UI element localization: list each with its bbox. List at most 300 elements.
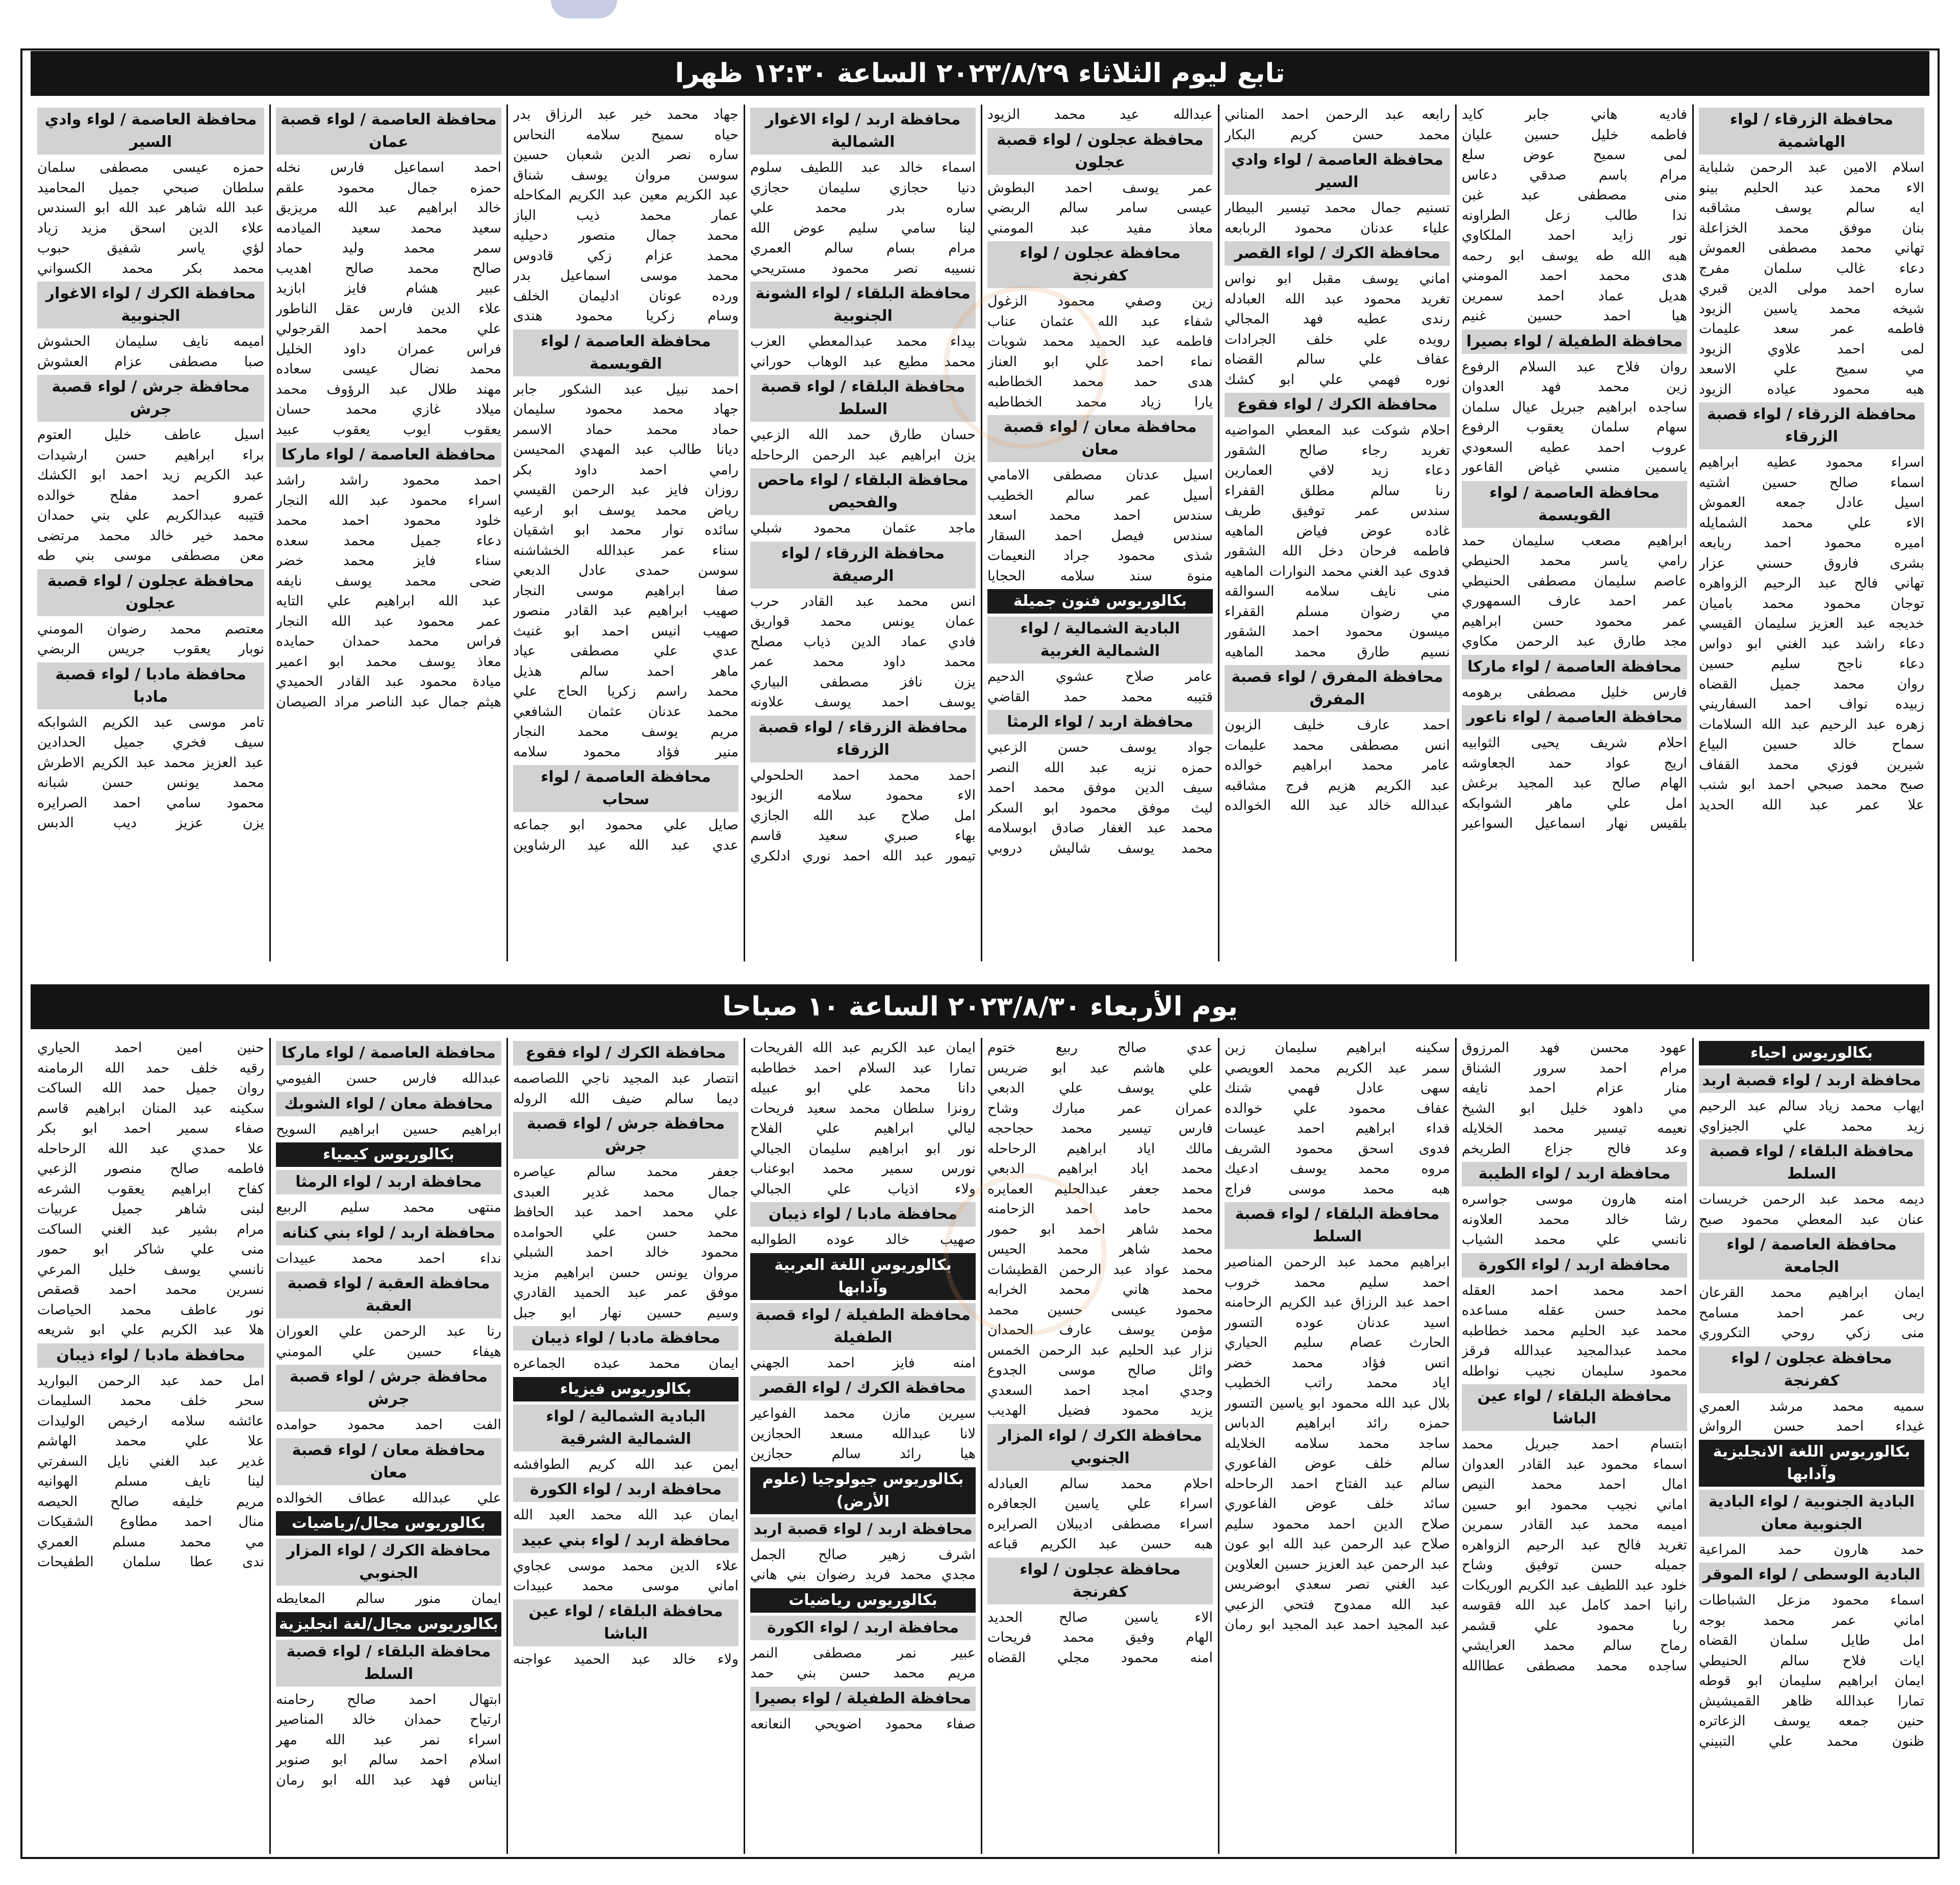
candidate-name: منير فؤاد محمود سلامه: [513, 744, 739, 760]
candidate-name: محمد بكر محمد الكسواني: [37, 260, 264, 276]
candidate-name: علي يوسف علي الدبعي: [987, 1080, 1213, 1096]
candidate-name: هبه الله طه يوسف ابو رحمه: [1462, 247, 1687, 264]
candidate-name: احمد عارف خليف الزبون: [1225, 717, 1450, 733]
candidate-name: علي محمد احمد عبد الحافظ: [513, 1204, 739, 1220]
candidate-name: هدى محمد احمد المومني: [1462, 268, 1687, 284]
candidate-name: محمد عواد عبد الرحمن القطيشات: [987, 1261, 1213, 1278]
candidate-name: وعد فالح جزاع الطريخم: [1462, 1140, 1687, 1157]
district-heading: محافظة اربد / لواء الطيبة: [1462, 1162, 1687, 1186]
candidate-name: لينا سامي سليم عوض الله: [750, 220, 976, 236]
candidate-name: ميسون محمود احمد الشقور: [1225, 624, 1450, 640]
district-heading: محافظة عجلون / لواء كفرنجة: [987, 241, 1213, 288]
candidate-name: سندس احمد محمد اسعد: [987, 507, 1213, 523]
candidate-name: ورده عونان ادليمان الخلف: [513, 288, 739, 304]
district-heading: محافظة عجلون / لواء قصبة عجلون: [37, 569, 264, 616]
candidate-name: فاطمه خليل حسين عليان: [1462, 126, 1687, 143]
degree-heading: بكالوريوس مجال/لغة انجليزية: [276, 1612, 501, 1637]
district-heading: محافظة اربد / لواء الكورة: [1462, 1253, 1687, 1278]
name-column: [1455, 105, 1692, 961]
candidate-name: نسيبه نصر محمود مستريحي: [750, 260, 976, 276]
candidate-name: رقيه خلف حمد الله الرمامنه: [37, 1060, 264, 1076]
candidate-name: عبدالله خالد عبد الله الخوالده: [1225, 798, 1450, 813]
candidate-name: امنه فايز احمد الجهني: [750, 1355, 976, 1371]
candidate-name: هلا عبد الكريم علي ابو شريعه: [37, 1322, 264, 1338]
district-heading: محافظة جرش / لواء قصبة جرش: [276, 1365, 501, 1412]
candidate-name: نوبار يعقوب جريس الربضي: [37, 641, 264, 657]
section-tuesday-columns: [31, 105, 1929, 961]
candidate-name: الحارث عصام سليم الحياري: [1225, 1335, 1450, 1351]
candidate-name: نانسي يوسف خليل المرعي: [37, 1261, 264, 1278]
candidate-name: محمد داود محمد عمر: [750, 654, 976, 670]
candidate-name: لانا عبدالله مسعد الحجازين: [750, 1425, 976, 1442]
candidate-name: الفت احمد محمود حوامده: [276, 1417, 501, 1433]
district-heading: محافظة الزرقاء / لواء الهاشمية: [1699, 108, 1924, 155]
candidate-name: محمد حامد احمد الزحامنه: [987, 1201, 1213, 1217]
candidate-name: صلاح الدين احمد محمود سليم: [1225, 1516, 1450, 1532]
candidate-name: علاء الدين اسحق مزيد زياد: [37, 220, 264, 236]
candidate-name: سيف الدين موفق محمد احمد: [987, 780, 1213, 796]
candidate-name: دعاء راشد عبد الغني ابو دواس: [1699, 635, 1924, 652]
candidate-name: يعقوب ايوب يعقوب عبيد: [276, 421, 501, 438]
candidate-name: عمر محمود عبد الله النجار: [276, 613, 501, 629]
candidate-name: رندى عطيه فهد المجالي: [1225, 311, 1450, 327]
candidate-name: قتيبه عبدالكريم علي بني حمدان: [37, 507, 264, 523]
candidate-name: ايناس فهد عبد الله ابو رمان: [276, 1772, 501, 1788]
candidate-name: زين وصفي محمود الزغول: [987, 293, 1213, 309]
name-column: [506, 105, 744, 961]
district-heading: محافظة الكرك / لواء فقوع: [513, 1041, 739, 1065]
candidate-name: ميلاد غازي محمد حسان: [276, 401, 501, 417]
candidate-name: تغريد رجاء صالح الشقور: [1225, 442, 1450, 458]
candidate-name: عمار محمد ذيب الباز: [513, 207, 739, 223]
candidate-name: احلام محمد سالم العبادله: [987, 1475, 1213, 1492]
candidate-name: سحر خلف محمد السليمات: [37, 1393, 264, 1409]
degree-heading: بكالوريوس فنون جميلة: [987, 589, 1213, 614]
candidate-name: ايمان ابراهيم سليمان ابو قوطه: [1699, 1673, 1924, 1689]
district-heading: محافظة مادبا / لواء ذيبان: [750, 1202, 976, 1227]
candidate-name: امل علي ماهر الشوابكه: [1462, 795, 1687, 811]
candidate-name: سهام سلمان يعقوب الرفوع: [1462, 419, 1687, 435]
candidate-name: ساجده ابراهيم جبريل عيال سلمان: [1462, 399, 1687, 415]
degree-heading: بكالوريوس احياء: [1699, 1041, 1924, 1065]
district-heading: محافظة المفرق / لواء قصبة المفرق: [1225, 665, 1450, 712]
candidate-name: تهاني فالح عبد الرحيم الزواهره: [1699, 575, 1924, 591]
candidate-name: منتهى محمد سليم الربيع: [276, 1200, 501, 1215]
candidate-name: رامي احمد داود بكر: [513, 462, 739, 478]
district-heading: محافظة الكرك / لواء الاغوار الجنوبية: [37, 282, 264, 328]
candidate-name: مي سميح علي الاسعد: [1699, 361, 1924, 377]
candidate-name: علاء الدين محمد موسى عجاوي: [513, 1558, 739, 1574]
candidate-name: صفاء محمود اضويحي النعانعه: [750, 1716, 976, 1732]
candidate-name: رابعه عبد الرحمن احمد المناني: [1225, 107, 1450, 122]
candidate-name: جواد يوسف حسن الزعبي: [987, 740, 1213, 755]
section-wednesday-columns: [31, 1038, 1929, 1854]
district-heading: محافظة عجلون / لواء كفرنجة: [1699, 1346, 1924, 1393]
candidate-name: سوسن مروان يوسف شناق: [513, 167, 739, 183]
name-column: [269, 1038, 506, 1854]
candidate-name: علاء الدين فارس عقل الناطور: [276, 300, 501, 317]
candidate-name: ابراهيم حسين ابراهيم السويح: [276, 1121, 501, 1137]
name-column: [1692, 105, 1929, 961]
candidate-name: فاطمه صالح منصور الزعبي: [37, 1161, 264, 1177]
candidate-name: ابتهال احمد صالح رحامنه: [276, 1691, 501, 1708]
candidate-name: ايات فلاح سالم الحنيطي: [1699, 1652, 1924, 1669]
candidate-name: عمر احمد عارف السمهوري: [1462, 593, 1687, 609]
candidate-name: محمد عبد الحليم محمد خطاطبه: [1462, 1322, 1687, 1339]
district-heading: محافظة العاصمة / لواء قصبة عمان: [276, 108, 501, 155]
candidate-name: انتصار عبد المجيد ناجي اللصاصمه: [513, 1071, 739, 1086]
candidate-name: اماني نجيب محمود ابو حسين: [1462, 1496, 1687, 1513]
candidate-name: مريم محمد حسن بني حمد: [750, 1665, 976, 1681]
degree-heading: بكالوريوس اللغة العربية وآدابها: [750, 1253, 976, 1300]
candidate-name: زهره عبد الرحيم عبد الله السلامات: [1699, 716, 1924, 732]
candidate-name: منى زكي روحي التكروري: [1699, 1325, 1924, 1341]
candidate-name: يزيد محمود فضيل الهديب: [987, 1403, 1213, 1418]
candidate-name: ندى عطا سلمان الطفيحات: [37, 1554, 264, 1570]
candidate-name: تغريد محمود عبد الله العبادله: [1225, 291, 1450, 307]
candidate-name: فدوى عبد الغني محمد النوارات الماهيه: [1225, 563, 1450, 579]
candidate-name: روان محمد جميل القضاه: [1699, 676, 1924, 692]
candidate-name: ياسمين منسي غياض القاعور: [1462, 460, 1687, 475]
district-heading: محافظة العاصمة / لواء ماركا: [276, 443, 501, 467]
candidate-name: نورس سمير محمد ابوعناب: [750, 1161, 976, 1177]
candidate-name: نور زايد احمد الملكاوي: [1462, 227, 1687, 243]
candidate-name: سلطان صبحي جميل المحاميد: [37, 180, 264, 196]
candidate-name: وجدي امجد احمد السعدي: [987, 1382, 1213, 1398]
candidate-name: جعفر محمد سالم عياصره: [513, 1164, 739, 1180]
candidate-name: عائشه سلامه ارخيص الوليدات: [37, 1413, 264, 1429]
name-column: [506, 1038, 744, 1854]
candidate-name: وسام زكريا محمود هندى: [513, 308, 739, 324]
candidate-name: احمد اسماعيل فارس نخله: [276, 160, 501, 175]
candidate-name: روان جميل حمد الله الساكت: [37, 1080, 264, 1096]
candidate-name: عمان يونس محمد قواريق: [750, 614, 976, 629]
candidate-name: رياض محمد يوسف ابو ارعيه: [513, 502, 739, 518]
candidate-name: مروه محمد يوسف ادعيك: [1225, 1161, 1450, 1177]
name-column: [1218, 1038, 1455, 1854]
candidate-name: ايمان عبد الكريم عبد الله الفريحات: [750, 1040, 976, 1056]
candidate-name: اريج عواد حمد الجعاوشه: [1462, 755, 1687, 771]
candidate-name: هديل عماد احمد سمرين: [1462, 288, 1687, 304]
candidate-name: حمزه عيسى مصطفى سلمان: [37, 160, 264, 175]
candidate-name: فداء ابراهيم احمد عيسات: [1225, 1120, 1450, 1136]
name-column: [1692, 1038, 1929, 1854]
district-heading: محافظة مادبا / لواء ذيبان: [37, 1343, 264, 1368]
candidate-name: رنا سالم مطلق القفراء: [1225, 482, 1450, 499]
candidate-name: امل صلاح عبد الله الجازي: [750, 807, 976, 824]
district-heading: محافظة اربد / لواء الرمثا: [276, 1170, 501, 1194]
candidate-name: محمد عبدالمجيد عبدالله فرقز: [1462, 1343, 1687, 1359]
candidate-name: حنين امين احمد الحياري: [37, 1040, 264, 1056]
candidate-name: احمد محمد احمد العقله: [1462, 1282, 1687, 1298]
candidate-name: محمد عبد الغفار صادق ابوسلامه: [987, 820, 1213, 836]
candidate-name: اسماء خالد عبد اللطيف سلوم: [750, 160, 976, 175]
candidate-name: احمد محمد احمد الحلحولي: [750, 767, 976, 783]
candidate-name: منى نايف سلامه السوالقه: [1225, 583, 1450, 599]
district-heading: محافظة العقبة / لواء قصبة العقبة: [276, 1271, 501, 1318]
candidate-name: هدى حمد محمد الخطاطبه: [987, 374, 1213, 390]
candidate-name: حماد محمد حماد الاسمر: [513, 421, 739, 438]
candidate-name: عدي صالح ربيع ختوم: [987, 1040, 1213, 1056]
candidate-name: اسماء صالح حسين اشتيه: [1699, 474, 1924, 491]
candidate-name: سمر محمد وليد حماد: [276, 240, 501, 256]
candidate-name: فراس محمد حمدان حمايده: [276, 633, 501, 649]
district-heading: محافظة الطفيلة / لواء بصيرا: [1462, 329, 1687, 354]
candidate-name: ليالي ابراهيم علي الفلاح: [750, 1120, 976, 1136]
district-heading: البادية الشمالية / لواء الشمالية الغربية: [987, 617, 1213, 664]
candidate-name: سالم عبد الفتاح احمد الرحاحله: [1225, 1475, 1450, 1492]
candidate-name: روزان فايز عبد الرحمن القيسي: [513, 482, 739, 498]
candidate-name: عمرو احمد مفلح خوالده: [37, 487, 264, 503]
candidate-name: براء ابراهيم حسن ارشيدات: [37, 447, 264, 463]
candidate-name: نعيمه تيسير محمد الخلايله: [1462, 1120, 1687, 1136]
candidate-name: صفا ابراهيم موسى النجار: [513, 582, 739, 599]
candidate-name: هبه حسن عبد الكريم قباعه: [987, 1536, 1213, 1552]
district-heading: محافظة البلقاء / لواء الشونة الجنوبية: [750, 282, 976, 328]
candidate-name: نور عاطف محمد الحياصات: [37, 1302, 264, 1318]
candidate-name: عفاف محمود علي خوالده: [1225, 1100, 1450, 1116]
candidate-name: سعيد محمد سعيد الميادمه: [276, 220, 501, 236]
candidate-name: رامي ياسر محمد الحنيطي: [1462, 553, 1687, 569]
degree-heading: بكالوريوس جيولوجيا (علوم الأرض): [750, 1467, 976, 1514]
candidate-name: الاء محمد عبد الحليم بينو: [1699, 180, 1924, 196]
candidate-name: محمد شاهر محمد الحيس: [987, 1241, 1213, 1257]
district-heading: محافظة معان / لواء قصبة معان: [987, 415, 1213, 462]
candidate-name: امال احمد محمد النيص: [1462, 1476, 1687, 1492]
section-banner-tuesday: تابع ليوم الثلاثاء ٢٠٢٣/٨/٢٩ الساعة ١٢:٣٠ ظهرا: [31, 51, 1929, 96]
candidate-name: معاذ يوسف محمد ابو اعمير: [276, 653, 501, 670]
candidate-name: سائد خلف عوض الفاعوري: [1225, 1496, 1450, 1512]
candidate-name: امل طايل سلمان القضاه: [1699, 1633, 1924, 1648]
candidate-name: ايمان ابراهيم محمد القرعان: [1699, 1285, 1924, 1301]
candidate-name: صالح محمد صالح اهديب: [276, 260, 501, 276]
candidate-name: حياه سميح سلامه النحاس: [513, 126, 739, 143]
candidate-name: رنا عبد الرحمن علي العوران: [276, 1323, 501, 1339]
candidate-name: دنيا حجازي سليمان حجازي: [750, 180, 976, 196]
candidate-name: اميمه محمد عبد القادر سمرين: [1462, 1517, 1687, 1533]
district-heading: محافظة مادبا / لواء قصبة مادبا: [37, 663, 264, 709]
candidate-name: عبد الكريم معين عبد الكريم المكاحله: [513, 187, 739, 203]
candidate-name: رماح سالم محمد العرايشي: [1462, 1638, 1687, 1653]
candidate-name: ساره احمد مولى الدين قبري: [1699, 281, 1924, 296]
candidate-name: مؤمن يوسف عارف الحمدان: [987, 1322, 1213, 1338]
candidate-name: عدي عبد الله عيد الرشاوين: [513, 837, 739, 853]
name-column: [744, 1038, 981, 1854]
candidate-name: يزن عزيز ديب الدبس: [37, 815, 264, 831]
district-heading: محافظة الكرك / لواء المزار الجنوبي: [276, 1539, 501, 1586]
candidate-name: دعاء غالب سلمان مفرج: [1699, 260, 1924, 276]
candidate-name: يزن نافز مصطفى البياري: [750, 674, 976, 690]
candidate-name: يارا زياد محمد الخطاطبه: [987, 394, 1213, 410]
candidate-name: ليث موفق محمود ابو السكر: [987, 800, 1213, 816]
candidate-name: عبير هشام فايز ابازيد: [276, 281, 501, 296]
district-heading: محافظة البلقاء / لواء ماحص والفحيص: [750, 468, 976, 515]
candidate-name: مي داهود خليل ابو الشيخ: [1462, 1100, 1687, 1116]
candidate-name: امنه هارون موسى جواسره: [1462, 1191, 1687, 1207]
candidate-name: علي محمد احمد القرجولي: [276, 321, 501, 337]
candidate-name: اسراء محمود عبد الله النجار: [276, 492, 501, 508]
candidate-name: ايمان محمد عبده الجماعره: [513, 1356, 739, 1371]
candidate-name: عمر يوسف احمد البطوش: [987, 180, 1213, 196]
candidate-name: حمزه نزيه عبد الله النصر: [987, 759, 1213, 776]
candidate-name: عبدالله فارس حسن الفيومي: [276, 1071, 501, 1086]
candidate-name: جهاد محمد محمود سليمان: [513, 401, 739, 417]
candidate-name: احمد سليم محمد خروب: [1225, 1274, 1450, 1290]
candidate-name: الاء ياسين صالح الحديد: [987, 1609, 1213, 1625]
district-heading: محافظة العاصمة / لواء ماركا: [276, 1041, 501, 1065]
candidate-name: هبه محمد موسى فراج: [1225, 1181, 1450, 1197]
name-column: [1218, 105, 1455, 961]
candidate-name: محمود خالد احمد الشبلي: [513, 1244, 739, 1260]
candidate-name: سيف فخري جميل الحدادين: [37, 734, 264, 750]
candidate-name: صلاح عبد الرحمن عبد الله ابو عون: [1225, 1536, 1450, 1552]
candidate-name: فراس عمران داود الخليل: [276, 341, 501, 357]
candidate-name: سميه محمد مرشد العمري: [1699, 1398, 1924, 1414]
candidate-name: ماهر احمد سالم هذيل: [513, 663, 739, 679]
candidate-name: سالم خلف عوض الفاعوري: [1225, 1456, 1450, 1471]
candidate-name: ولاء اذياب علي الجبالي: [750, 1181, 976, 1197]
candidate-name: غيداء احمد حسن الرواش: [1699, 1418, 1924, 1434]
candidate-name: ولاء خالد عبد الحميد عواجنه: [513, 1651, 739, 1667]
candidate-name: رونزا سلطان محمد سعيد فريحات: [750, 1100, 976, 1116]
candidate-name: سوسن حمدى عادل الدبعي: [513, 563, 739, 578]
district-heading: البادية الشمالية / لواء الشمالية الشرقية: [513, 1405, 739, 1451]
candidate-name: اماني عمر محمد بوجه: [1699, 1612, 1924, 1628]
district-heading: محافظة العاصمة / لواء الجامعة: [1699, 1233, 1924, 1280]
candidate-name: عهود محسن فهد المرزوق: [1462, 1040, 1687, 1056]
candidate-name: ساجده محمد مصطفى عطاالله: [1462, 1658, 1687, 1674]
candidate-name: عيسى سامر سالم الربضي: [987, 200, 1213, 216]
degree-heading: بكالوريوس رياضيات: [750, 1588, 976, 1613]
candidate-name: حنين جمعه يوسف الزعاتره: [1699, 1713, 1924, 1729]
candidate-name: عبير نمر مصطفى النمر: [750, 1645, 976, 1661]
candidate-name: سندس فيصل احمد السقار: [987, 527, 1213, 544]
candidate-name: ضحى محمد يوسف نايفه: [276, 573, 501, 589]
candidate-name: علا علي محمد الهاشم: [37, 1433, 264, 1449]
candidate-name: اسيل عدنان مصطفى الامامي: [987, 467, 1213, 483]
district-heading: البادية الوسطى / لواء الموقر: [1699, 1563, 1924, 1587]
candidate-name: علا عمر عبد الله الحديد: [1699, 797, 1924, 813]
candidate-name: نزار عبد الحليم عبد الرحمن الخمس: [987, 1342, 1213, 1358]
candidate-name: تامر موسى عبد الكريم الشوابكه: [37, 714, 264, 730]
district-heading: محافظة العاصمة / لواء ماركا: [1462, 655, 1687, 679]
candidate-name: محمد عدنان عثمان الشافعي: [513, 703, 739, 720]
candidate-name: بهاء صبري سعيد قاسم: [750, 828, 976, 844]
district-heading: محافظة اربد / لواء الاغوار الشمالية: [750, 108, 976, 155]
candidate-name: ندا طالب زعل الطراونه: [1462, 207, 1687, 223]
district-heading: البادية الجنوبية / لواء البادية الجنوبية معان: [1699, 1490, 1924, 1537]
candidate-name: مرام بشير عبد الغني الساكت: [37, 1221, 264, 1237]
candidate-name: فارس خليل مصطفى برهومه: [1462, 684, 1687, 700]
district-heading: محافظة الكرك / لواء القصر: [750, 1376, 976, 1400]
candidate-name: زين محمد فهد العدوان: [1462, 379, 1687, 395]
candidate-name: اماني يوسف مقبل ابو نواس: [1225, 271, 1450, 287]
section-banner-wednesday: يوم الأربعاء ٢٠٢٣/٨/٣٠ الساعة ١٠ صباحا: [31, 984, 1929, 1029]
candidate-name: سندس عمر توفيق طريف: [1225, 503, 1450, 519]
candidate-name: شيخه محمد ياسين الزيود: [1699, 300, 1924, 317]
candidate-name: عدي علي مصطفى عياد: [513, 643, 739, 659]
candidate-name: معاذ مفيد عبد المومني: [987, 220, 1213, 236]
candidate-name: ارتياح حمدان خالد المناصير: [276, 1712, 501, 1727]
name-column: [1455, 1038, 1692, 1854]
candidate-name: هيفاء حسين علي المومني: [276, 1343, 501, 1360]
candidate-name: عبد المجيد احمد عبد المجيد ابو رمان: [1225, 1617, 1450, 1633]
name-column: [981, 105, 1218, 961]
candidate-name: محمد موسى اسماعيل بدر: [513, 268, 739, 284]
candidate-name: وائل صالح موسى الجدوع: [987, 1362, 1213, 1378]
candidate-name: بلال عبد الله محمود ابو ياسين التسور: [1225, 1395, 1450, 1411]
candidate-name: كفاح ابراهيم يعقوب الشرعه: [37, 1181, 264, 1197]
candidate-name: سكينه ابراهيم سليمان زبن: [1225, 1040, 1450, 1056]
district-heading: محافظة جرش / لواء قصبة جرش: [37, 375, 264, 422]
candidate-name: هيا رائد سالم حجازين: [750, 1446, 976, 1462]
candidate-name: لؤي ياسر شفيق حبوب: [37, 240, 264, 256]
district-heading: محافظة معان / لواء قصبة معان: [276, 1438, 501, 1485]
degree-heading: بكالوريوس مجال/رياضيات: [276, 1511, 501, 1536]
candidate-name: محمد حسن عقله مساعده: [1462, 1303, 1687, 1318]
candidate-name: دعاء جميل محمد سعده: [276, 532, 501, 549]
candidate-name: سمر عبد الكريم محمد العويصي: [1225, 1060, 1450, 1076]
candidate-name: عبد الله ابراهيم علي التايه: [276, 593, 501, 609]
candidate-name: جهاد محمد خير عبد الرزاق بدر: [513, 107, 739, 122]
district-heading: محافظة العاصمة / لواء القويسمة: [513, 329, 739, 376]
candidate-name: عمر محمود حسن ابراهيم: [1462, 613, 1687, 629]
district-heading: محافظة العاصمة / لواء سحاب: [513, 765, 739, 812]
candidate-name: جميله حسن توفيق وشاح: [1462, 1557, 1687, 1573]
candidate-name: سيرين مازن محمد الفواعير: [750, 1406, 976, 1421]
candidate-name: شفاء عبد الله عثمان عناب: [987, 313, 1213, 329]
candidate-name: نانسي علي محمد الشياب: [1462, 1232, 1687, 1247]
candidate-name: عفاف علي سالم القضاه: [1225, 351, 1450, 367]
candidate-name: فاطمه فرحان دخل الله الشقور: [1225, 543, 1450, 559]
top-decoration: [551, 0, 617, 18]
candidate-name: تيمور عبد الله احمد نوري ادلكري: [750, 848, 976, 864]
candidate-name: تسنيم جمال محمد تيسير البيطار: [1225, 200, 1450, 216]
district-heading: محافظة البلقاء / لواء قصبة السلط: [276, 1640, 501, 1687]
candidate-name: محمد يونس حسن شبانه: [37, 775, 264, 791]
candidate-name: رانيا احمد كامل عبد الله فقوسه: [1462, 1597, 1687, 1613]
candidate-name: خديجه عبد العزيز سليمان القيسي: [1699, 616, 1924, 631]
candidate-name: هبه محمود عياده الزيود: [1699, 381, 1924, 397]
candidate-name: ابراهيم محمد عبد الرحمن المناصير: [1225, 1254, 1450, 1270]
candidate-name: احمد محمود راشد راشد: [276, 472, 501, 488]
candidate-name: ماجد عثمان محمود شبلي: [750, 520, 976, 536]
candidate-name: يزن ابراهيم عبد الرحمن الرحاحله: [750, 447, 976, 463]
district-heading: محافظة اربد / لواء الكورة: [513, 1478, 739, 1502]
candidate-name: محمود سامي احمد الصرايره: [37, 795, 264, 811]
district-heading: محافظة اربد / لواء بني كنانه: [276, 1221, 501, 1245]
district-heading: محافظة الكرك / لواء المزار الجنوبي: [987, 1424, 1213, 1471]
degree-heading: بكالوريوس اللغة الانجليزية وآدابها: [1699, 1440, 1924, 1487]
candidate-name: محمد مطيع عبد الوهاب حوراني: [750, 353, 976, 370]
candidate-name: ايه سالم يوسف مشاقبه: [1699, 200, 1924, 216]
candidate-name: عامر محمد ابراهيم خوالده: [1225, 757, 1450, 773]
candidate-name: اسلام الامين عبد الرحمن شلباية: [1699, 160, 1924, 175]
name-column: [744, 105, 981, 961]
district-heading: محافظة الكرك / لواء فقوع: [1225, 393, 1450, 417]
candidate-name: مرام احمد سرور الشناق: [1462, 1060, 1687, 1076]
candidate-name: معن مصطفى موسى بني طه: [37, 548, 264, 564]
candidate-name: اسماء محمود عبد القادر العدوان: [1462, 1456, 1687, 1472]
candidate-name: عبد الله شاهر عبد الله ابو السندس: [37, 200, 264, 216]
candidate-name: اسماء محمود مزعل الشباطات: [1699, 1592, 1924, 1608]
candidate-name: ربا محمود علي قشمر: [1462, 1617, 1687, 1634]
candidate-name: عبد الكريم زيد احمد ابو الكشك: [37, 467, 264, 483]
candidate-name: فاطمه عمر سعد عليمات: [1699, 321, 1924, 337]
candidate-name: اميره محمود احمد ربابعه: [1699, 535, 1924, 551]
candidate-name: منوة سند سلامه الحجايا: [987, 568, 1213, 584]
candidate-name: نماء احمد علي ابو العناز: [987, 353, 1213, 370]
